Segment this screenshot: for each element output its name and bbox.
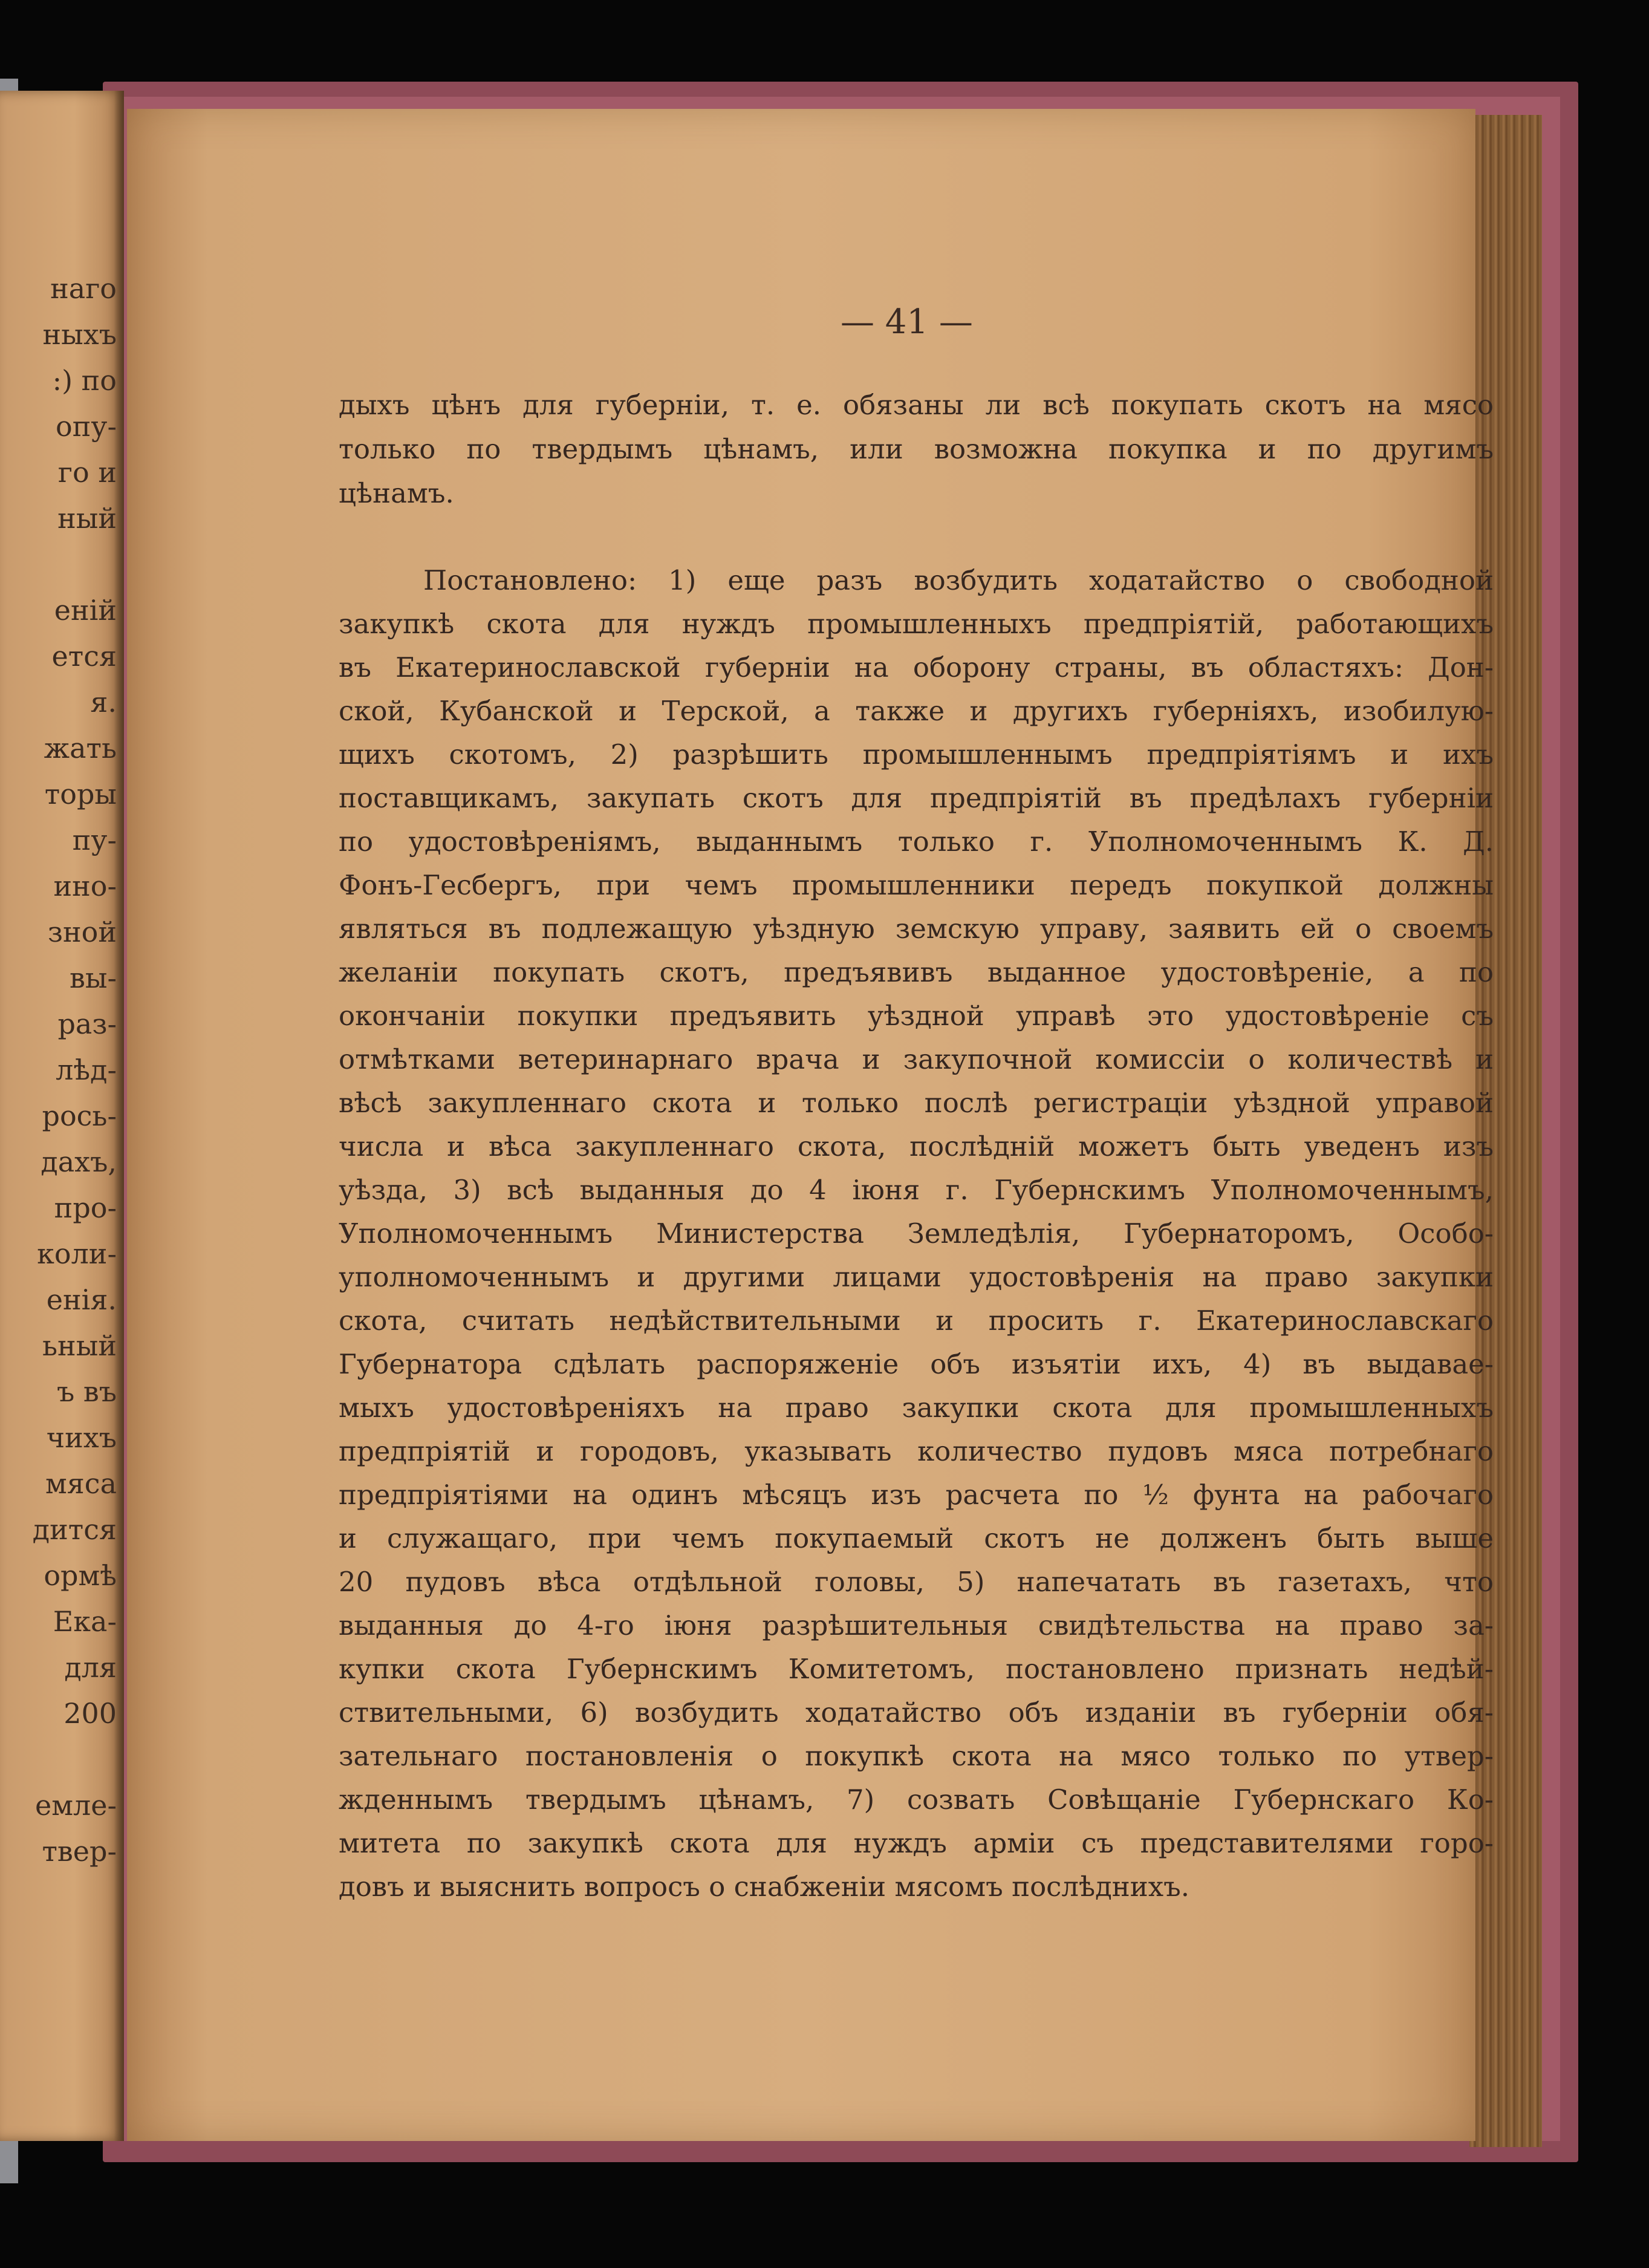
- left-page-line: зной: [47, 916, 117, 948]
- left-page-line: коли-: [37, 1237, 117, 1270]
- text-line: мыхъ удостовѣреніяхъ на право закупки скота для промышленныхъ: [339, 1392, 1494, 1424]
- text-line: въ Екатеринославской губерніи на оборону страны, въ областяхъ: Дон-: [339, 651, 1494, 683]
- text-line: цѣнамъ.: [339, 477, 454, 509]
- text-line: предпріятій и городовъ, указывать количество пудовъ мяса потребнаго: [339, 1435, 1494, 1467]
- text-line: по удостовѣреніямъ, выданнымъ только г. Уполномоченнымъ К. Д.: [339, 826, 1494, 858]
- text-line: зательнаго постановленія о покупкѣ скота на мясо только по утвер-: [339, 1740, 1494, 1772]
- text-line: довъ и выяснить вопросъ о снабженіи мясомъ послѣднихъ.: [339, 1871, 1190, 1903]
- text-line: Фонъ-Гесбергъ, при чемъ промышленники передъ покупкой должны: [339, 869, 1494, 901]
- left-page-line: енія.: [46, 1283, 117, 1316]
- left-page-line: пу-: [72, 824, 117, 856]
- text-line: дыхъ цѣнъ для губерніи, т. е. обязаны ли всѣ покупать скотъ на мясо: [339, 389, 1494, 421]
- left-page-line: ется: [51, 640, 117, 673]
- text-line: жденнымъ твердымъ цѣнамъ, 7) созвать Совѣщаніе Губернскаго Ко-: [339, 1784, 1494, 1816]
- text-line: вѣсѣ закупленнаго скота и только послѣ регистраціи уѣздной управой: [339, 1087, 1494, 1119]
- left-page-line: Ека-: [53, 1605, 117, 1638]
- text-line: окончаніи покупки предъявить уѣздной управѣ это удостовѣреніе съ: [339, 1000, 1494, 1032]
- left-page-line: про-: [54, 1191, 117, 1224]
- left-page-line: торы: [44, 778, 117, 810]
- text-line: только по твердымъ цѣнамъ, или возможна покупка и по другимъ: [339, 433, 1494, 465]
- page-number: — 41 —: [841, 302, 973, 342]
- left-page-line: ныхъ: [42, 318, 117, 351]
- text-line: желаніи покупать скотъ, предъявивъ выданное удостовѣреніе, а по: [339, 956, 1494, 988]
- text-line: 20 пудовъ вѣса отдѣльной головы, 5) напечатать въ газетахъ, что: [339, 1566, 1494, 1598]
- left-page-line: го и: [57, 456, 117, 489]
- left-page-line: рось-: [42, 1100, 117, 1132]
- left-page-line: емле-: [35, 1789, 117, 1822]
- left-page-line: ъ въ: [56, 1375, 117, 1408]
- text-line: являться въ подлежащую уѣздную земскую управу, заявить ей о своемъ: [339, 913, 1494, 945]
- left-page-line: твер-: [42, 1835, 117, 1868]
- left-page-line: ино-: [53, 870, 117, 902]
- text-line: Губернатора сдѣлать распоряженіе объ изъятіи ихъ, 4) въ выдавае-: [339, 1348, 1494, 1380]
- text-line: ской, Кубанской и Терской, а также и другихъ губерніяхъ, изобилую-: [339, 695, 1494, 727]
- text-line: числа и вѣса закупленнаго скота, послѣдній можетъ быть уведенъ изъ: [339, 1130, 1494, 1162]
- left-page-line: наго: [50, 272, 117, 305]
- text-line: поставщикамъ, закупать скотъ для предпріятій въ предѣлахъ губерніи: [339, 782, 1494, 814]
- text-line: ствительными, 6) возбудить ходатайство объ изданіи въ губерніи обя-: [339, 1696, 1494, 1729]
- left-page-line: вы-: [69, 962, 117, 994]
- text-line: Уполномоченнымъ Министерства Земледѣлія, Губернаторомъ, Особо-: [339, 1217, 1494, 1250]
- left-page-line: опу-: [56, 410, 117, 443]
- text-line: уѣзда, 3) всѣ выданныя до 4 іюня г. Губернскимъ Уполномоченнымъ,: [339, 1174, 1494, 1206]
- text-line: выданныя до 4-го іюня разрѣшительныя свидѣтельства на право за-: [339, 1609, 1494, 1641]
- text-line: купки скота Губернскимъ Комитетомъ, постановлено признать недѣй-: [339, 1653, 1494, 1685]
- left-page-line: для: [64, 1651, 117, 1684]
- left-page-line: 200: [63, 1697, 117, 1730]
- left-page-line: ормѣ: [44, 1559, 117, 1592]
- left-page-line: еній: [54, 594, 117, 627]
- text-line: и служащаго, при чемъ покупаемый скотъ не долженъ быть выше: [339, 1522, 1494, 1554]
- text-line: закупкѣ скота для нуждъ промышленныхъ предпріятій, работающихъ: [339, 608, 1494, 640]
- page-41: [127, 109, 1494, 2141]
- text-line: Постановлено: 1) еще разъ возбудить ходатайство о свободной: [423, 564, 1494, 596]
- left-page-line: ьный: [42, 1329, 117, 1362]
- left-page: [0, 91, 124, 2141]
- left-page-line: :) по: [52, 364, 117, 397]
- left-page-line: ный: [57, 502, 117, 535]
- left-page-line: мяса: [45, 1467, 117, 1500]
- left-page-line: раз-: [57, 1008, 117, 1040]
- text-line: уполномоченнымъ и другими лицами удостовѣренія на право закупки: [339, 1261, 1494, 1293]
- left-page-line: лѣд-: [56, 1054, 117, 1086]
- left-page-line: дахъ,: [41, 1145, 117, 1178]
- left-page-line: дится: [32, 1513, 117, 1546]
- left-page-line: я.: [90, 686, 117, 719]
- text-line: предпріятіями на одинъ мѣсяцъ изъ расчета по ½ фунта на рабочаго: [339, 1479, 1494, 1511]
- text-line: щихъ скотомъ, 2) разрѣшить промышленнымъ предпріятіямъ и ихъ: [339, 738, 1494, 771]
- text-line: митета по закупкѣ скота для нуждъ арміи съ представителями горо-: [339, 1827, 1494, 1859]
- text-line: отмѣтками ветеринарнаго врача и закупочной комиссіи о количествѣ и: [339, 1043, 1494, 1075]
- left-page-line: чихъ: [46, 1421, 117, 1454]
- left-page-line: жать: [44, 732, 117, 764]
- text-line: скота, считать недѣйствительными и просить г. Екатеринославскаго: [339, 1305, 1494, 1337]
